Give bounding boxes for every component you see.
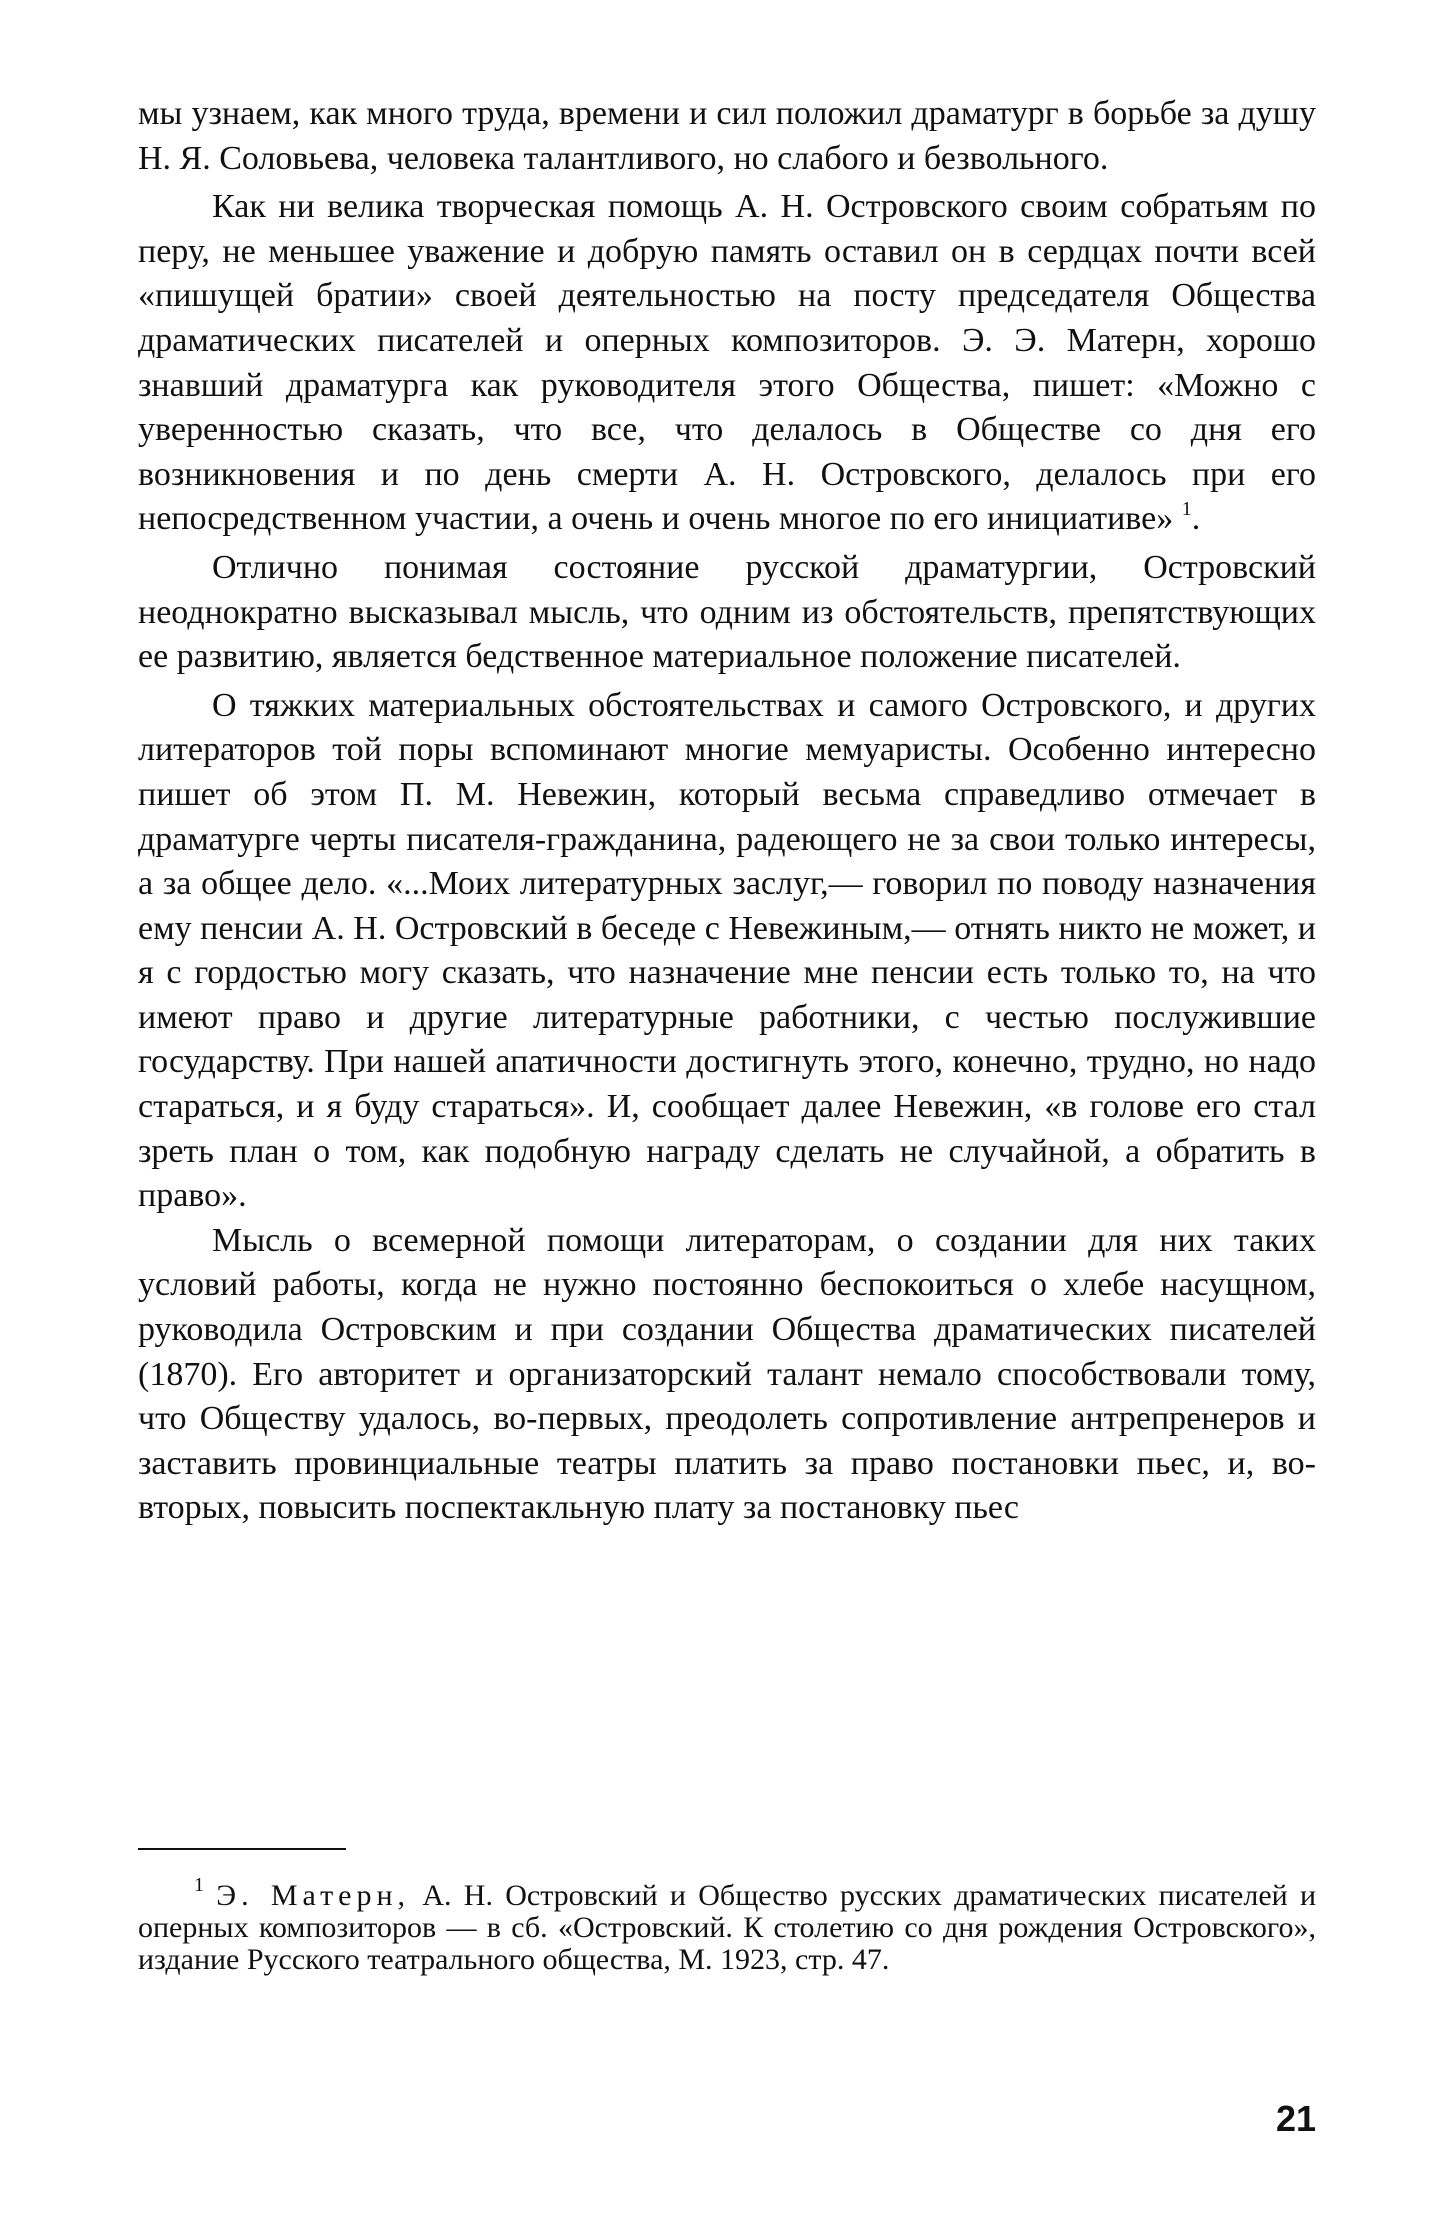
paragraph-2-text: Как ни велика творческая помощь А. Н. Островского своим собратьям по перу, не меньшее уважение и добрую память оставил он в сердцах почти всей «пишущей братии» своей деятельностью на посту председателя Общества драматических писателей и оперных композиторов. Э. Э. Матерн, хорошо знавший драматурга как руководителя этого Общества, пишет: «Можно с уверенностью сказать, что все, что делалось в Обществе со дня его возникновения и по день смерти А. Н. Островского, делалось при его непосредственном участии, а очень и очень многое по его инициативе» xyxy=(138,188,1316,538)
page-number: 21 xyxy=(1275,2098,1316,2139)
paragraph-3: Отлично понимая состояние русской драматургии, Островский неоднократно высказывал мысль, что одним из обстоятельств, препятствующих ее развитию, является бедственное материальное положение писателей. xyxy=(138,548,1316,676)
paragraph-1: мы узнаем, как много труда, времени и сил положил драматург в борьбе за душу Н. Я. Соловьева, человека талантливого, но слабого и безвольного. xyxy=(138,95,1316,177)
footnote-divider xyxy=(138,1848,346,1850)
paragraph-4: О тяжких материальных обстоятельствах и самого Островского, и других литераторов той поры вспоминают многие мемуаристы. Особенно интересно пишет об этом П. М. Невежин, который весьма справедливо отмечает в драматурге черты писателя-гражданина, радеющего не за свои только интересы, а за общее дело. «...Моих литературных заслуг,— говорил по поводу назначения ему пенсии А. Н. Островский в беседе с Невежиным,— отнять никто не может, и я с гордостью могу сказать, что назначение мне пенсии есть только то, на что имеют право и другие литературные работники, с честью послужившие государству. При нашей апатичности достигнуть этого, конечно, трудно, но надо стараться, и я буду стараться». И, сообщает далее Невежин, «в голове его стал зреть план о том, как подобную награду сделать не случайной, а обратить в право». xyxy=(138,686,1316,1215)
footnote-reference[interactable]: 1 xyxy=(1181,498,1192,521)
paragraph-2 xyxy=(138,185,1316,542)
paragraph-2-end: . xyxy=(1191,500,1201,538)
page-body xyxy=(138,92,1316,1531)
footnote-author: Э. Матерн, xyxy=(216,1879,411,1912)
footnote xyxy=(138,1874,1317,1976)
footnote-marker: 1 xyxy=(194,1874,204,1896)
footnote-text: А. Н. Островский и Общество русских драматических писателей и оперных композиторов — в сб. «Островский. К столетию со дня рождения Островского», издание Русского театрального общества, М. 1923, стр. 47. xyxy=(138,1879,1317,1976)
paragraph-5: Мысль о всемерной помощи литераторам, о создании для них таких условий работы, когда не нужно постоянно беспокоиться о хлебе насущном, руководила Островским и при создании Общества драматических писателей (1870). Его авторитет и организаторский талант немало способствовали тому, что Обществу удалось, во-первых, преодолеть сопротивление антрепренеров и заставить провинциальные театры платить за право постановки пьес, и, во-вторых, повысить поспектакльную плату за постановку пьес xyxy=(138,1221,1316,1527)
